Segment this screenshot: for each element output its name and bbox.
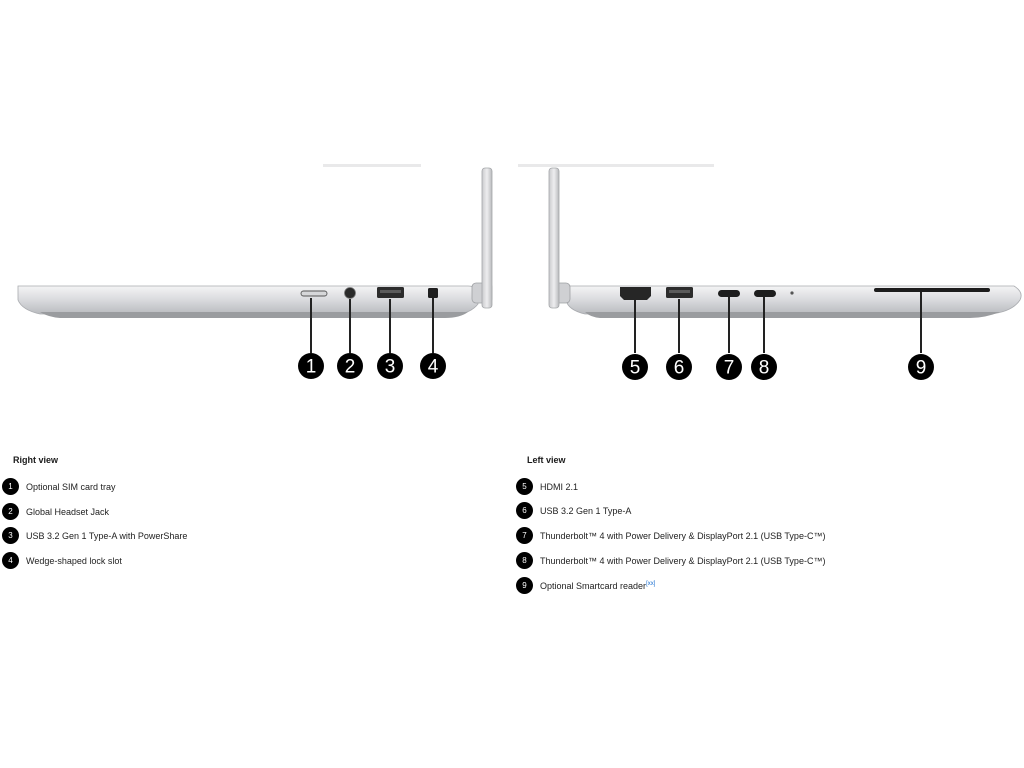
left-view-base-foot [585,312,1000,318]
legend-label: Thunderbolt™ 4 with Power Delivery & DisplayPort 2.1 (USB Type-C™) [540,530,826,541]
legend-label: Global Headset Jack [26,506,110,517]
svg-text:5: 5 [629,357,641,379]
legend-item [516,502,631,519]
legend-label: USB 3.2 Gen 1 Type-A with PowerShare [26,530,188,541]
svg-text:6: 6 [673,357,685,379]
callout-1 [298,353,324,379]
legend-badge: 6 [516,502,533,519]
footnote-link[interactable]: [xx] [646,580,656,587]
legend-label: USB 3.2 Gen 1 Type-A [540,505,632,516]
svg-text:4: 4 [427,356,439,378]
callout-2 [337,353,363,379]
legend-item [2,527,187,544]
svg-text:3: 3 [384,356,396,378]
callout-8 [751,354,777,380]
left-view-laptop [518,164,1021,318]
callout-7 [716,354,742,380]
legend-item [2,503,109,520]
legend-badge: 5 [516,478,533,495]
wedge-lock-slot [428,288,438,298]
svg-text:9: 9 [915,357,927,379]
left-view-screen-edge [518,164,714,167]
legend-badge: 3 [2,527,19,544]
left-view-lid [549,168,559,308]
callout-4 [420,353,446,379]
legend-item [516,478,578,495]
callout-5 [622,354,648,380]
legend-item [516,577,655,594]
legend-label: Optional SIM card tray [26,481,116,492]
legend-item [516,552,825,569]
legend-label: Thunderbolt™ 4 with Power Delivery & DisplayPort 2.1 (USB Type-C™) [540,555,826,566]
right-view-title: Right view [13,455,59,465]
callout-3 [377,353,403,379]
svg-text:1: 1 [305,356,317,378]
right-view-chassis [18,286,478,314]
legend-label: HDMI 2.1 [540,481,579,492]
legend-item [2,552,122,569]
callout-badges [298,353,934,380]
legend-badge: 8 [516,552,533,569]
legend-badge: 9 [516,577,533,594]
svg-text:2: 2 [344,356,356,378]
right-view-lid [482,168,492,308]
callout-6 [666,354,692,380]
legend-badge: 1 [2,478,19,495]
thunderbolt-port-1 [718,290,740,297]
legend-badge: 4 [2,552,19,569]
legend-badge: 2 [2,503,19,520]
svg-text:8: 8 [758,357,770,379]
legend-label-text: Optional Smartcard reader [540,580,647,591]
left-view-title: Left view [527,455,566,465]
headset-jack-port [345,288,356,299]
sim-tray-port [301,291,327,296]
legend-badge: 7 [516,527,533,544]
hdmi-port [620,287,651,300]
legend-item [2,478,116,495]
right-view-base-foot [40,312,468,318]
right-view-laptop [18,164,492,318]
right-view-screen-edge [323,164,421,167]
thunderbolt-port-2 [754,290,776,297]
status-led [790,291,793,294]
callout-9 [908,354,934,380]
smartcard-reader-slot [874,288,990,292]
legend-item [516,527,825,544]
svg-text:7: 7 [723,357,735,379]
legend-label: Wedge-shaped lock slot [26,555,122,566]
legend-label [540,581,655,591]
